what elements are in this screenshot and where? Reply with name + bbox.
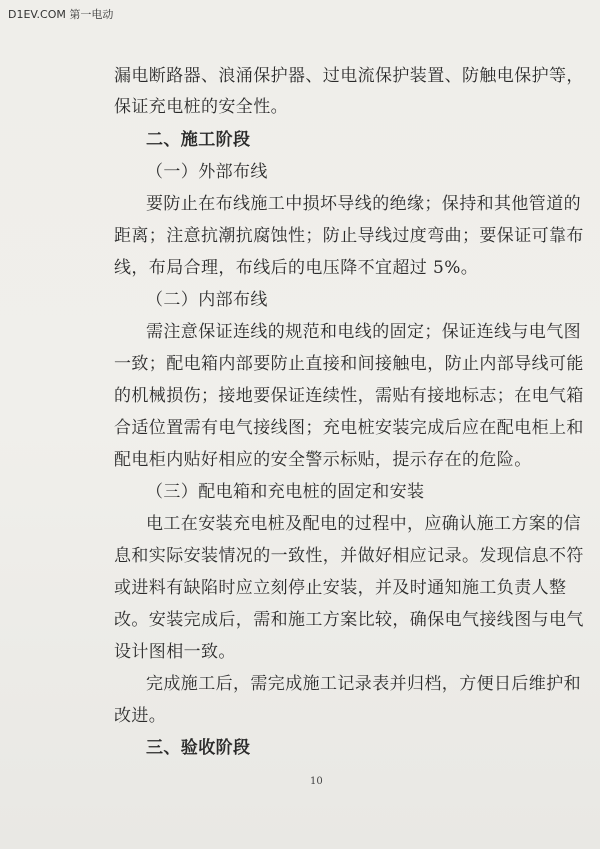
text-line: 合适位置需有电气接线图；充电桩安装完成后应在配电柜上和 bbox=[114, 418, 584, 438]
text-line: 的机械损伤；接地要保证连续性，需贴有接地标志；在电气箱 bbox=[114, 386, 584, 406]
text-line: 距离；注意抗潮抗腐蚀性；防止导线过度弯曲；要保证可靠布 bbox=[114, 226, 584, 246]
section-heading: 二、施工阶段 bbox=[146, 130, 251, 150]
text-line: 需注意保证连线的规范和电线的固定；保证连线与电气图 bbox=[146, 322, 581, 342]
text-line: 改。安装完成后，需和施工方案比较，确保电气接线图与电气 bbox=[114, 610, 584, 630]
text-line: 设计图相一致。 bbox=[114, 642, 236, 662]
subsection-heading: （一）外部布线 bbox=[146, 162, 268, 182]
section-heading: 三、验收阶段 bbox=[146, 738, 251, 758]
site-watermark: D1EV.COM 第一电动 bbox=[8, 8, 114, 21]
page-number: 10 bbox=[310, 776, 323, 787]
subsection-heading: （二）内部布线 bbox=[146, 290, 268, 310]
text-line: 线，布局合理，布线后的电压降不宜超过 5%。 bbox=[114, 258, 479, 278]
text-line: 息和实际安装情况的一致性，并做好相应记录。发现信息不符 bbox=[114, 546, 584, 566]
text-line: 电工在安装充电桩及配电的过程中，应确认施工方案的信 bbox=[146, 514, 581, 534]
text-line: 或进料有缺陷时应立刻停止安装，并及时通知施工负责人整 bbox=[114, 578, 567, 598]
text-line: 漏电断路器、浪涌保护器、过电流保护装置、防触电保护等， bbox=[114, 66, 584, 86]
text-line: 一致；配电箱内部要防止直接和间接触电，防止内部导线可能 bbox=[114, 354, 584, 374]
text-line: 要防止在布线施工中损坏导线的绝缘；保持和其他管道的 bbox=[146, 194, 581, 214]
text-line: 保证充电桩的安全性。 bbox=[114, 97, 288, 117]
subsection-heading: （三）配电箱和充电桩的固定和安装 bbox=[146, 482, 425, 502]
text-line: 完成施工后，需完成施工记录表并归档，方便日后维护和 bbox=[146, 674, 581, 694]
text-line: 配电柜内贴好相应的安全警示标贴，提示存在的危险。 bbox=[114, 450, 532, 470]
text-line: 改进。 bbox=[114, 706, 167, 726]
